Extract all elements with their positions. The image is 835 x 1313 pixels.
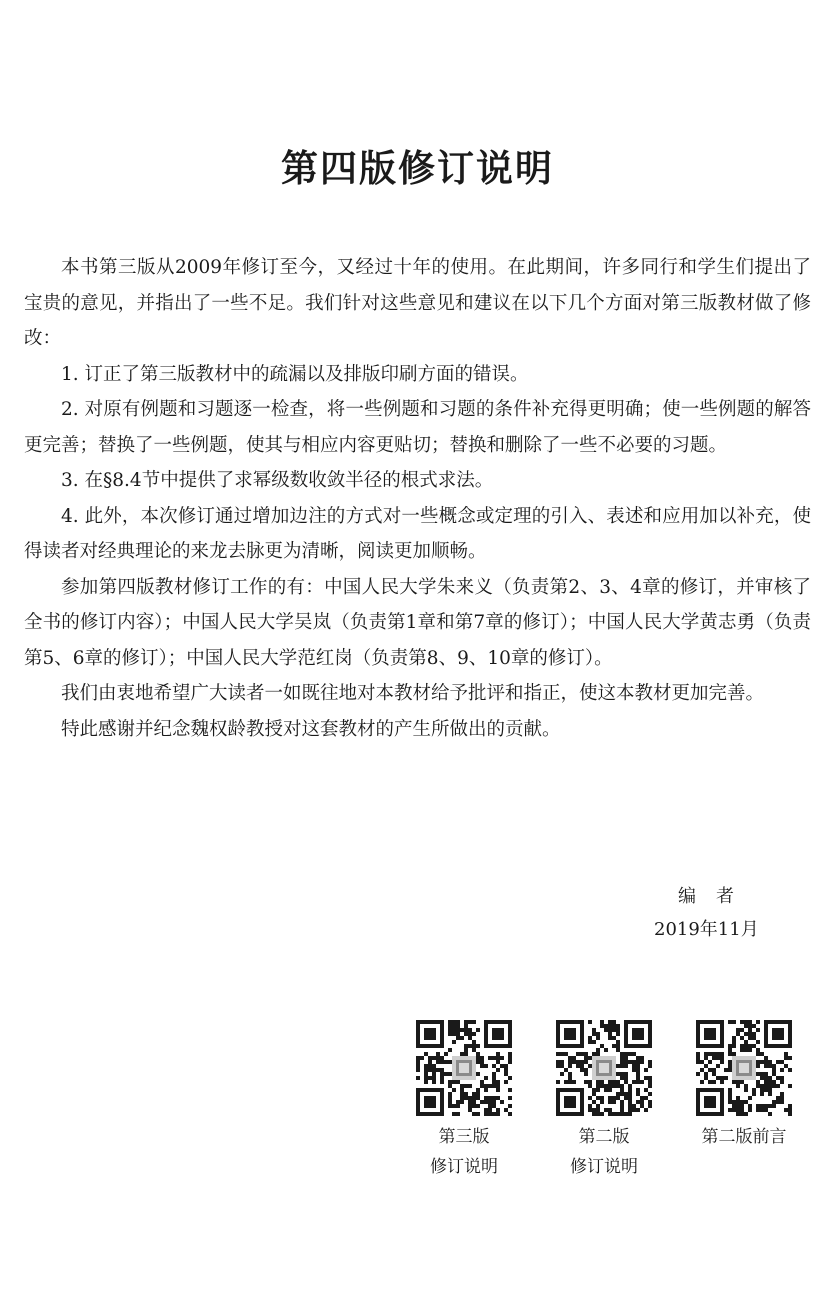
qr-code-second-edition-preface[interactable]: [689, 1020, 799, 1152]
qr-code-icon: [416, 1020, 512, 1116]
qr-caption-line2: 修订说明: [430, 1157, 498, 1177]
qr-caption-line2: 修订说明: [570, 1157, 638, 1177]
qr-code-icon: [696, 1020, 792, 1116]
paragraph-intro: 本书第三版从2009年修订至今，又经过十年的使用。在此期间，许多同行和学生们提出了宝贵的意见，并指出了一些不足。我们针对这些意见和建议在以下几个方面对第三版教材做了修改：: [24, 257, 811, 349]
signature-date: 2019年11月: [654, 919, 759, 940]
qr-code-second-edition-notes[interactable]: [549, 1020, 659, 1182]
paragraph-item-4: 4. 此外，本次修订通过增加边注的方式对一些概念或定理的引入、表述和应用加以补充，使得读者对经典理论的来龙去脉更为清晰，阅读更加顺畅。: [24, 505, 811, 562]
qr-code-third-edition[interactable]: [409, 1020, 519, 1182]
preface-body: [24, 250, 811, 747]
page-title: 第四版修订说明: [281, 147, 554, 190]
qr-caption-line1: 第三版: [438, 1127, 490, 1147]
paragraph-item-2: 2. 对原有例题和习题逐一检查，将一些例题和习题的条件补充得更明确；使一些例题的解答更完善；替换了一些例题，使其与相应内容更贴切；替换和删除了一些不必要的习题。: [24, 399, 811, 456]
paragraph-feedback: 我们由衷地希望广大读者一如既往地对本教材给予批评和指正，使这本教材更加完善。: [61, 683, 765, 704]
paragraph-item-1: 1. 订正了第三版教材中的疏漏以及排版印刷方面的错误。: [61, 363, 529, 385]
paragraph-contributors: 参加第四版教材修订工作的有：中国人民大学朱来义（负责第2、3、4章的修订，并审核了全书的修订内容）；中国人民大学吴岚（负责第1章和第7章的修订）；中国人民大学黄志勇（负责第5、6章的修订）；中国人民大学范红岗（负责第8、9、10章的修订）。: [24, 576, 811, 669]
signature-editor: 编者: [678, 886, 754, 907]
paragraph-item-3: 3. 在§8.4节中提供了求幂级数收敛半径的根式求法。: [61, 470, 494, 491]
qr-caption-line1: 第二版前言: [701, 1127, 787, 1147]
qr-caption-line1: 第二版: [578, 1127, 630, 1147]
paragraph-acknowledgement: 特此感谢并纪念魏权龄教授对这套教材的产生所做出的贡献。: [61, 718, 561, 740]
qr-code-icon: [556, 1020, 652, 1116]
